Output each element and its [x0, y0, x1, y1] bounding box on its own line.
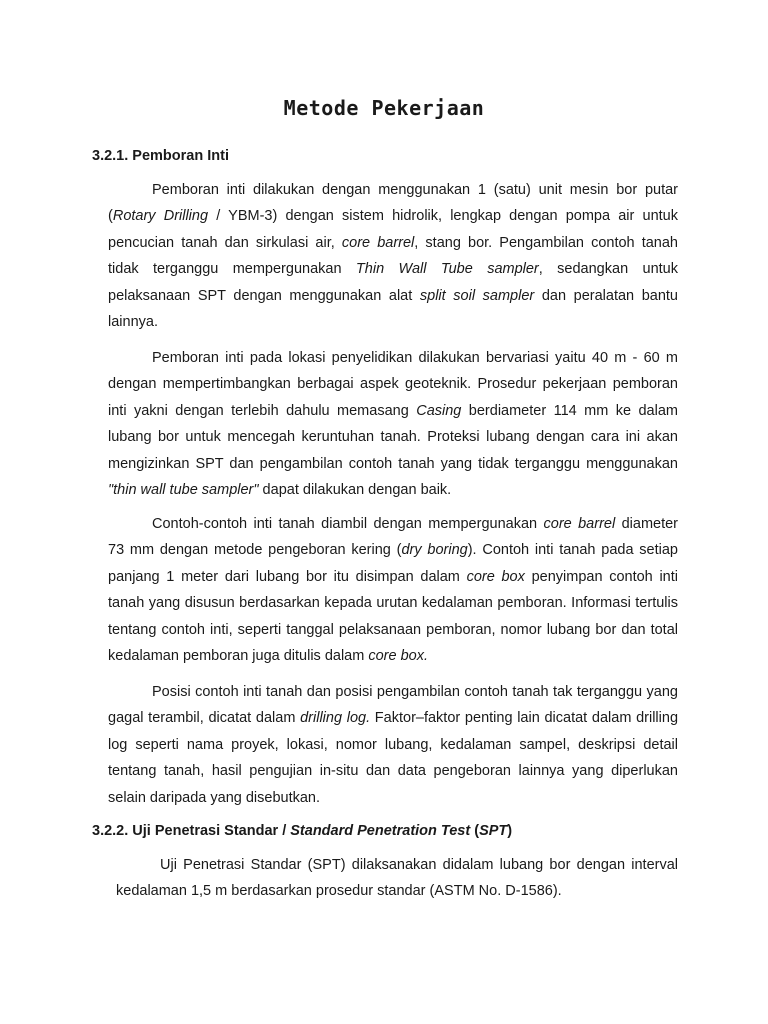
text-run: Posisi contoh inti tanah dan posisi pengambilan contoh tanah tak terganggu yang gagal terambil, dicatat dalam — [108, 684, 678, 727]
text-run-italic: Rotary Drilling — [112, 208, 209, 225]
text-run: dapat dilakukan dengan baik. — [258, 482, 452, 499]
text-run: Faktor–faktor penting lain dicatat dalam drilling log seperti nama proyek, lokasi, nomor lubang, kedalaman sampel, deskripsi detail tentang tanah, hasil pengujian in-situ dan data pengeboran lainnya yang diperlukan selain daripada yang disebutkan. — [108, 710, 679, 806]
text-run-italic: split soil sampler — [419, 287, 535, 304]
paragraph-3 — [108, 511, 678, 669]
text-run: Pemboran inti pada lokasi penyelidikan dilakukan bervariasi yaitu 40 m - 60 m dengan mempertimbangkan berbagai aspek geoteknik. Prosedur pekerjaan pemboran inti yakni dengan terlebih dahulu memasang — [108, 350, 678, 419]
paragraph-5: Uji Penetrasi Standar (SPT) dilaksanakan didalam lubang bor dengan interval kedalaman 1,5 m berdasarkan prosedur standar (ASTM No. D-1586). — [116, 857, 678, 900]
text-run-italic: dry boring — [401, 542, 468, 559]
text-run-italic: core box. — [368, 648, 429, 665]
text-run-italic: Casing — [416, 402, 462, 419]
text-run: diameter 73 mm dengan metode pengeboran kering ( — [108, 516, 679, 559]
paragraph-1 — [108, 177, 678, 335]
paragraph-4 — [108, 679, 678, 811]
heading-text: ) — [507, 823, 513, 839]
text-run: dan peralatan bantu lainnya. — [108, 287, 679, 331]
text-run: Pemboran inti dilakukan dengan menggunakan 1 (satu) unit mesin bor putar ( — [108, 182, 678, 225]
heading-text-italic: SPT — [479, 823, 508, 839]
text-run: / YBM-3) dengan sistem hidrolik, lengkap dengan pompa air untuk pencucian tanah dan sirkulasi air, — [108, 208, 678, 251]
text-run: berdiameter 114 mm ke dalam lubang bor untuk mencegah keruntuhan tanah. Proteksi lubang dengan cara ini akan mengizinkan SPT dan pengambilan contoh tanah yang tidak terganggu menggunakan — [108, 402, 678, 472]
section-heading-pemboran-inti: 3.2.1. Pemboran Inti — [92, 148, 229, 164]
text-run-italic: drilling log. — [300, 710, 371, 727]
text-run-italic: Thin Wall Tube sampler — [355, 261, 539, 278]
text-run: ). Contoh inti tanah pada setiap panjang 1 meter dari lubang bor itu disimpan dalam — [108, 542, 678, 585]
heading-text: 3.2.2. Uji Penetrasi Standar / — [92, 823, 291, 839]
page-title: Metode Pekerjaan — [283, 96, 485, 120]
section-heading-spt — [92, 823, 512, 839]
text-run-italic: "thin wall tube sampler" — [108, 482, 259, 499]
text-run-italic: core barrel — [543, 516, 616, 532]
text-run: Contoh-contoh inti tanah diambil dengan mempergunakan — [152, 516, 544, 532]
text-run-italic: core box — [466, 568, 525, 585]
text-run-italic: core barrel — [341, 234, 415, 251]
heading-text-italic: Standard Penetration Test — [290, 823, 471, 839]
paragraph-2 — [108, 345, 678, 503]
text-run: , sedangkan untuk pelaksanaan SPT dengan menggunakan alat — [108, 261, 678, 304]
text-run: , stang bor. Pengambilan contoh tanah tidak terganggu mempergunakan — [108, 234, 678, 278]
heading-text: ( — [470, 823, 480, 839]
text-run: penyimpan contoh inti tanah yang disusun berdasarkan kepada urutan kedalaman pemboran. Informasi tertulis tentang contoh inti, seperti tanggal pelaksanaan pemboran, nomor lubang bor dan total kedalaman pemboran juga ditulis dalam — [108, 568, 678, 665]
